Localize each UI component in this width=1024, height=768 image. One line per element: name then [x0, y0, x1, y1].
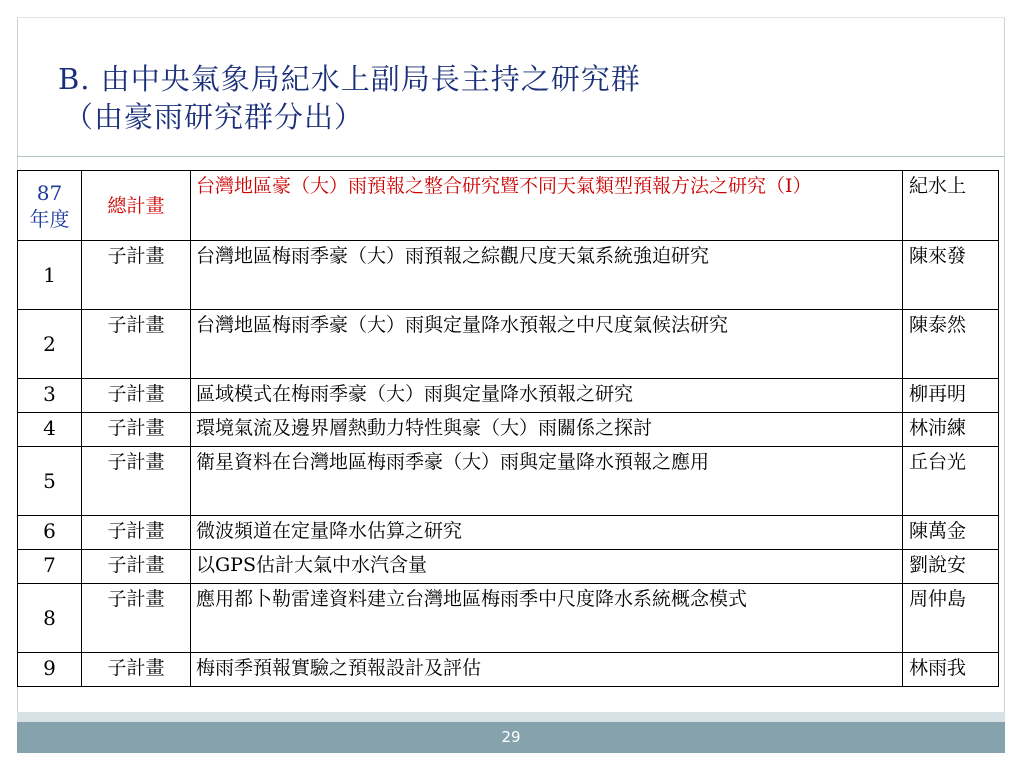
year-label: 年度	[29, 206, 70, 231]
plan-type-cell: 總計畫	[82, 171, 191, 241]
row-type: 子計畫	[82, 413, 191, 447]
plan-title-cell: 台灣地區豪（大）雨預報之整合研究暨不同天氣類型預報方法之研究（I）	[191, 171, 903, 241]
footer-band-light	[17, 712, 1005, 722]
year-cell	[18, 171, 82, 241]
row-title: 台灣地區梅雨季豪（大）雨與定量降水預報之中尺度氣候法研究	[191, 310, 903, 379]
title-line-2: （由豪雨研究群分出）	[64, 100, 365, 134]
row-type: 子計畫	[82, 310, 191, 379]
row-title: 微波頻道在定量降水估算之研究	[191, 516, 903, 550]
row-number: 1	[18, 241, 82, 310]
table-header-row	[18, 171, 999, 241]
row-number: 3	[18, 379, 82, 413]
row-number: 6	[18, 516, 82, 550]
row-number: 7	[18, 550, 82, 584]
row-lead: 劉說安	[903, 550, 999, 584]
row-number: 9	[18, 653, 82, 687]
frame-top-edge	[17, 17, 1005, 18]
row-title: 衛星資料在台灣地區梅雨季豪（大）雨與定量降水預報之應用	[191, 447, 903, 516]
table-row	[18, 413, 999, 447]
row-lead: 陳泰然	[903, 310, 999, 379]
row-type: 子計畫	[82, 584, 191, 653]
table-row	[18, 379, 999, 413]
row-title: 台灣地區梅雨季豪（大）雨預報之綜觀尺度天氣系統強迫研究	[191, 241, 903, 310]
row-title: 梅雨季預報實驗之預報設計及評估	[191, 653, 903, 687]
row-title: 環境氣流及邊界層熱動力特性與豪（大）雨關係之探討	[191, 413, 903, 447]
footer-band	[17, 722, 1005, 753]
row-title: 區域模式在梅雨季豪（大）雨與定量降水預報之研究	[191, 379, 903, 413]
table-row	[18, 241, 999, 310]
project-table	[17, 170, 999, 687]
row-title: 以GPS估計大氣中水汽含量	[191, 550, 903, 584]
title-divider	[17, 156, 1005, 157]
table-row	[18, 516, 999, 550]
table-row	[18, 584, 999, 653]
year-number: 87	[36, 180, 63, 205]
row-type: 子計畫	[82, 516, 191, 550]
row-lead: 陳萬金	[903, 516, 999, 550]
slide-title	[58, 60, 641, 136]
row-type: 子計畫	[82, 447, 191, 516]
row-type: 子計畫	[82, 379, 191, 413]
row-type: 子計畫	[82, 653, 191, 687]
row-number: 8	[18, 584, 82, 653]
row-number: 5	[18, 447, 82, 516]
row-lead: 林雨我	[903, 653, 999, 687]
table-row	[18, 550, 999, 584]
table-row	[18, 447, 999, 516]
table-row	[18, 310, 999, 379]
row-number: 2	[18, 310, 82, 379]
title-line-1: B. 由中央氣象局紀水上副局長主持之研究群	[58, 62, 641, 96]
row-type: 子計畫	[82, 550, 191, 584]
page-number: 29	[501, 728, 521, 746]
row-lead: 丘台光	[903, 447, 999, 516]
row-title: 應用都卜勒雷達資料建立台灣地區梅雨季中尺度降水系統概念模式	[191, 584, 903, 653]
table-row	[18, 653, 999, 687]
row-lead: 周仲島	[903, 584, 999, 653]
plan-lead-cell: 紀水上	[903, 171, 999, 241]
row-lead: 陳來發	[903, 241, 999, 310]
row-type: 子計畫	[82, 241, 191, 310]
row-lead: 柳再明	[903, 379, 999, 413]
row-number: 4	[18, 413, 82, 447]
row-lead: 林沛練	[903, 413, 999, 447]
